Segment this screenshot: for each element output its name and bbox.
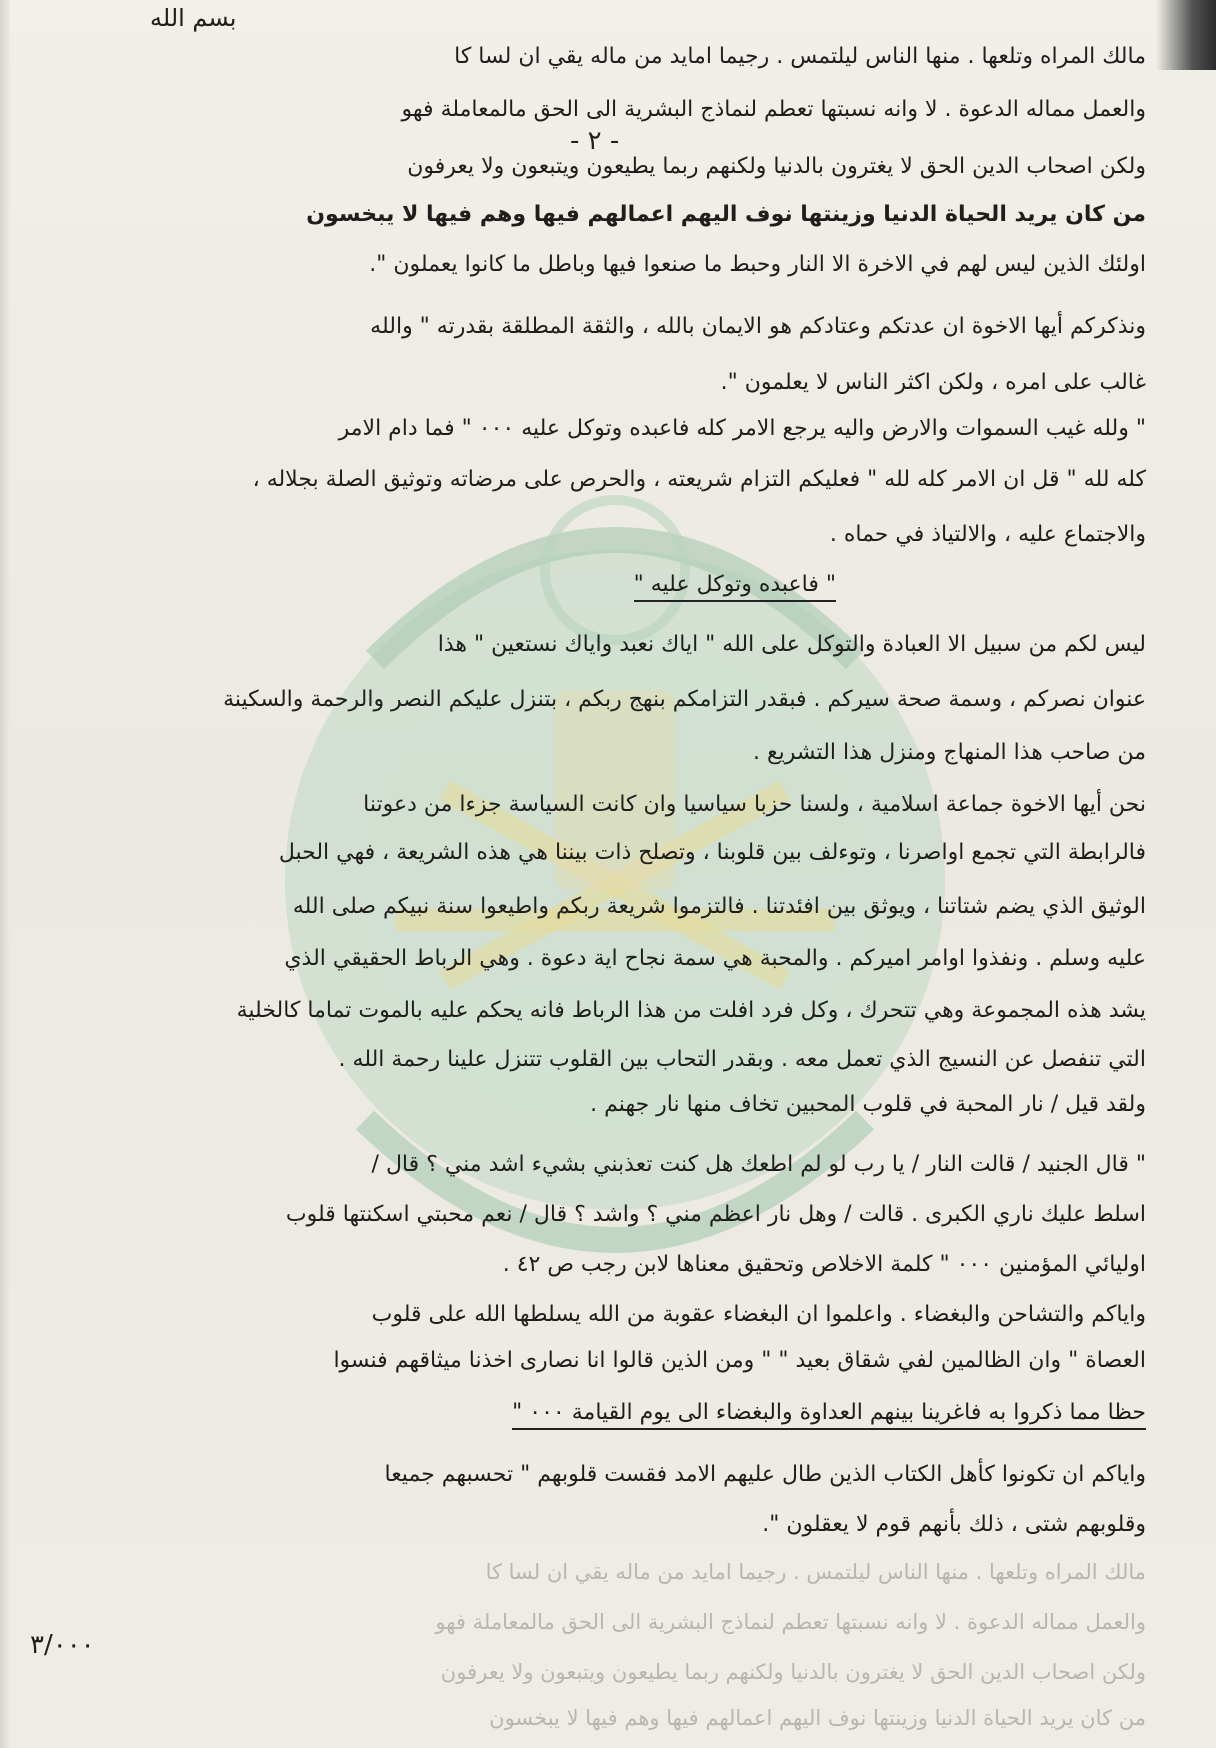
- text-line-3: ولكن اصحاب الدين الحق لا يغترون بالدنيا ولكنهم ربما يطيعون ويتبعون ولا يعرفون: [407, 154, 1146, 179]
- text-line-1: مالك المراه وتلعها . منها الناس ليلتمس . رجيما امايد من ماله يقي ان لسا كا: [454, 44, 1146, 69]
- text-line-6: ونذكركم أيها الاخوة ان عدتكم وعتادكم هو الايمان بالله ، والثقة المطلقة بقدرته " والله: [370, 314, 1146, 339]
- text-line-19: يشد هذه المجموعة وهي تتحرك ، وكل فرد افلت من هذا الرباط فانه يحكم عليه بالموت تماما كالخلية: [236, 998, 1146, 1023]
- text-line-17: الوثيق الذي يضم شتاتنا ، ويوثق بين افئدتنا . فالتزموا شريعة ربكم واطيعوا سنة نبيكم صلى الله: [292, 894, 1146, 919]
- text-line-20: التي تنفصل عن النسيج الذي تعمل معه . وبقدر التحاب بين القلوب تتنزل علينا رحمة الله .: [338, 1047, 1146, 1072]
- faint-line-1: مالك المراه وتلعها . منها الناس ليلتمس . رجيما امايد من ماله يقي ان لسا كا: [485, 1560, 1146, 1584]
- faint-line-4: من كان يريد الحياة الدنيا وزينتها نوف اليهم اعمالهم فيها وهم فيها لا يبخسون: [489, 1706, 1146, 1730]
- text-line-7: غالب على امره ، ولكن اكثر الناس لا يعلمون ".: [720, 370, 1146, 395]
- text-line-27: حظا مما ذكروا به فاغرينا بينهم العداوة والبغضاء الى يوم القيامة ٠٠٠ ": [512, 1398, 1146, 1430]
- text-line-2: والعمل مماله الدعوة . لا وانه نسبتها تعطم لنماذج البشرية الى الحق مالمعاملة فهو: [401, 97, 1146, 122]
- scan-shadow: [1156, 0, 1216, 70]
- text-line-28: واياكم ان تكونوا كأهل الكتاب الذين طال عليهم الامد فقست قلوبهم " تحسبهم جميعا: [384, 1462, 1146, 1487]
- text-line-9: كله لله " قل ان الامر كله لله " فعليكم التزام شريعته ، والحرص على مرضاته وتوثيق الصلة بجلاله ،: [252, 467, 1146, 492]
- faint-line-2: والعمل مماله الدعوة . لا وانه نسبتها تعطم لنماذج البشرية الى الحق مالمعاملة فهو: [435, 1610, 1146, 1634]
- text-line-29: وقلوبهم شتى ، ذلك بأنهم قوم لا يعقلون ".: [762, 1512, 1146, 1537]
- text-line-5: اولئك الذين ليس لهم في الاخرة الا النار وحبط ما صنعوا فيها وباطل ما كانوا يعملون ".: [369, 252, 1146, 277]
- page-number-top: - ٢ -: [570, 126, 620, 156]
- text-line-12: ليس لكم من سبيل الا العبادة والتوكل على الله " اياك نعبد واياك نستعين " هذا: [437, 632, 1146, 657]
- text-line-21: ولقد قيل / نار المحبة في قلوب المحبين تخاف منها نار جهنم .: [590, 1092, 1146, 1117]
- text-line-14: من صاحب هذا المنهاج ومنزل هذا التشريع .: [752, 740, 1146, 765]
- paper-edge: [0, 0, 10, 1748]
- text-line-4: من كان يريد الحياة الدنيا وزينتها نوف اليهم اعمالهم فيها وهم فيها لا يبخسون: [306, 202, 1146, 227]
- text-line-24: اوليائي المؤمنين ٠٠٠ " كلمة الاخلاص وتحقيق معناها لابن رجب ص ٤٢ .: [502, 1252, 1146, 1277]
- text-line-11: " فاعبده وتوكل عليه ": [634, 570, 836, 602]
- text-line-13: عنوان نصركم ، وسمة صحة سيركم . فبقدر التزامكم بنهج ربكم ، بتنزل عليكم النصر والرحمة والسكينة: [223, 687, 1146, 712]
- top-corner-mark: بسم الله: [150, 4, 237, 32]
- text-line-16: فالرابطة التي تجمع اواصرنا ، وتوءلف بين قلوبنا ، وتصلح ذات بيننا هي هذه الشريعة ، فهي الحبل: [278, 840, 1146, 865]
- text-line-8: " ولله غيب السموات والارض واليه يرجع الامر كله فاعبده وتوكل عليه ٠٠٠ " فما دام الامر: [338, 416, 1146, 441]
- text-line-15: نحن أيها الاخوة جماعة اسلامية ، ولسنا حزبا سياسيا وان كانت السياسة جزءا من دعوتنا: [363, 792, 1146, 817]
- text-line-18: عليه وسلم . ونفذوا اوامر اميركم . والمحبة هي سمة نجاح اية دعوة . وهي الرباط الحقيقي الذي: [284, 946, 1146, 971]
- text-line-26: العصاة " وان الظالمين لفي شقاق بعيد " " ومن الذين قالوا انا نصارى اخذنا ميثاقهم فنسوا: [333, 1348, 1146, 1373]
- text-line-25: واياكم والتشاحن والبغضاء . واعلموا ان البغضاء عقوبة من الله يسلطها الله على قلوب: [371, 1302, 1146, 1327]
- faint-line-3: ولكن اصحاب الدين الحق لا يغترون بالدنيا ولكنهم ربما يطيعون ويتبعون ولا يعرفون: [440, 1660, 1146, 1684]
- text-line-22: " قال الجنيد / قالت النار / يا رب لو لم اطعك هل كنت تعذبني بشيء اشد مني ؟ قال /: [371, 1152, 1146, 1177]
- bottom-page-mark: ٣/٠٠٠: [30, 1630, 95, 1660]
- text-line-23: اسلط عليك ناري الكبرى . قالت / وهل نار اعظم مني ؟ واشد ؟ قال / نعم محبتي اسكنتها قلوب: [285, 1202, 1146, 1227]
- text-line-10: والاجتماع عليه ، والالتياذ في حماه .: [829, 522, 1146, 547]
